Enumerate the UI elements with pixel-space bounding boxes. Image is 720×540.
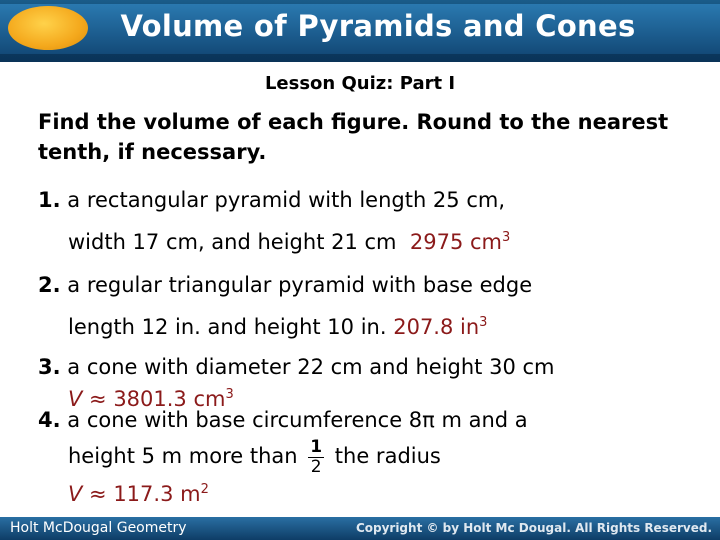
- title-bar: [0, 0, 720, 62]
- question-2: [38, 266, 532, 346]
- question-3: [38, 353, 555, 413]
- question-1: [38, 181, 510, 261]
- question-number: 4.: [38, 408, 61, 432]
- answer: 2975 $cm^3$: [409, 230, 511, 254]
- question-number: 2.: [38, 273, 61, 297]
- footer-course-name: Holt McDougal Geometry: [10, 520, 187, 536]
- answer: V ≈ 3801.3 $cm^3$: [68, 387, 234, 411]
- question-text: width 17 cm, and height 21 cm: [68, 230, 397, 254]
- question-text: the radius: [334, 444, 441, 468]
- instructions: Find the volume of each figure. Round to the nearest tenth, if necessary.: [38, 110, 669, 164]
- question-text: a regular triangular pyramid with base edge: [67, 273, 533, 297]
- question-4: [38, 405, 528, 507]
- answer: 207.8 $in^3$: [393, 315, 488, 339]
- fraction-one-half: $\frac{1}{2}$: [310, 436, 323, 477]
- logo-oval-icon: [8, 6, 88, 50]
- footer-bar: [0, 517, 720, 540]
- question-text: length 12 in. and height 10 in.: [68, 315, 387, 339]
- footer-copyright: Copyright © by Holt Mc Dougal. All Rights Reserved.: [355, 521, 712, 535]
- answer: V ≈ 117.3 $m^2$: [68, 482, 209, 506]
- question-text: a cone with base circumference 8π m and a: [67, 408, 528, 432]
- lesson-subtitle: Lesson Quiz: Part I: [264, 73, 456, 94]
- question-text: a cone with diameter 22 cm and height 30 cm: [67, 355, 555, 379]
- question-text: height 5 m more than: [68, 444, 298, 468]
- page-title: Volume of Pyramids and Cones: [120, 9, 636, 43]
- question-number: 1.: [38, 188, 61, 212]
- question-number: 3.: [38, 355, 61, 379]
- question-text: a rectangular pyramid with length 25 cm,: [67, 188, 505, 212]
